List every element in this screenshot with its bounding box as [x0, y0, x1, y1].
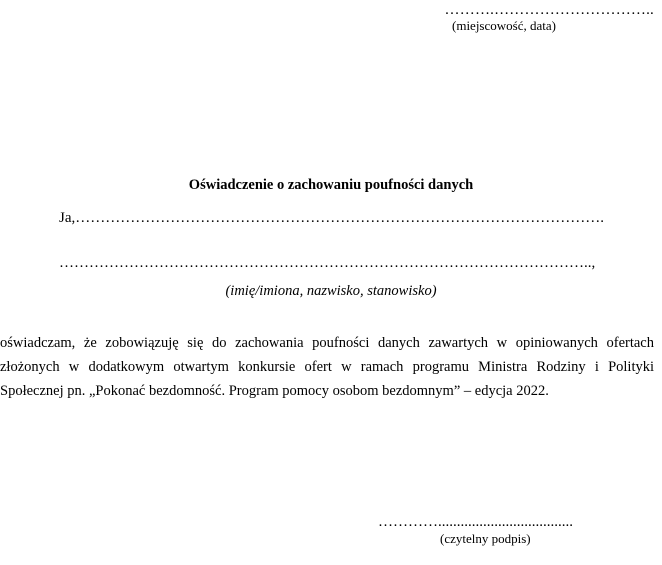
document-title: Oświadczenie o zachowaniu poufności danych: [188, 177, 474, 193]
declaration-body: oświadczam, że zobowiązuję się do zachowania poufności danych zawartych w opiniowanych ofertach złożonych w dodatkowym otwartym konkursie ofert w ramach programu Ministra Rodziny i Polityki Społecznej pn. „Pokonać bezdomność. Program pomocy osobom bezdomnym” – edycja 2022.: [0, 335, 654, 399]
declarant-caption: (imię/imiona, nazwisko, stanowisko): [225, 283, 437, 299]
declarant-position-line: ……………………………………………………………………………………………..,: [59, 255, 596, 271]
place-date-dotted-line: ……….…………………………..: [444, 2, 654, 18]
signature-dotted-line: …………....................................: [378, 514, 573, 530]
declarant-name-line: Ja,…………………………………………………………………………………………….: [59, 210, 604, 226]
place-date-caption: (miejscowość, data): [452, 18, 556, 33]
signature-caption: (czytelny podpis): [440, 531, 531, 546]
